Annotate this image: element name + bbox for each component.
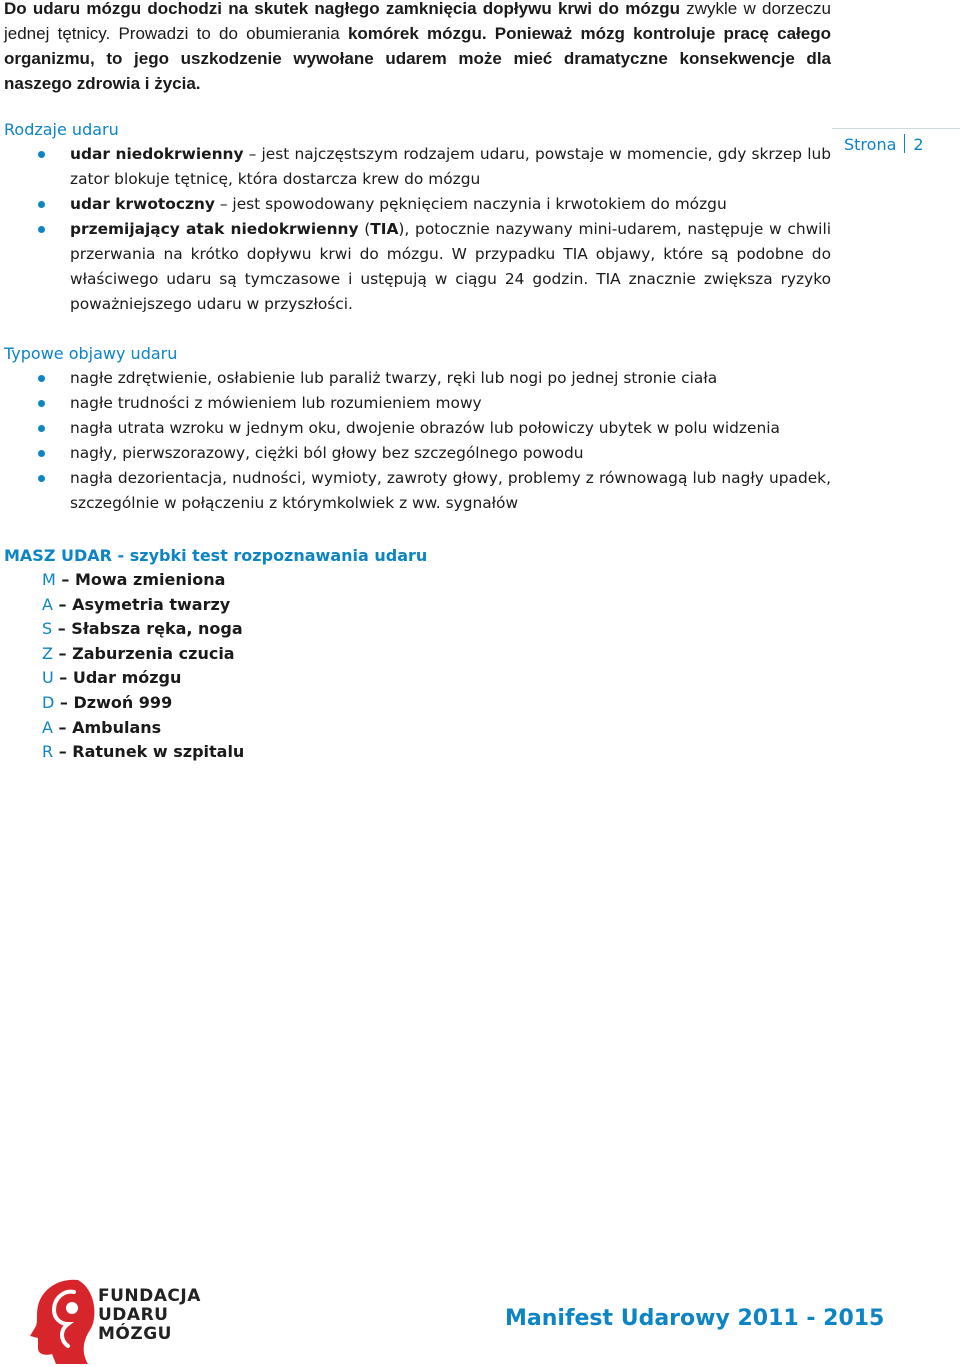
bullet-icon <box>38 425 45 432</box>
intro-text-2: Ponieważ mózg kontroluje pracę całego organizmu, to jego uszkodzenie wywołane udarem może mieć dramatyczne konsekwencje dla naszego zdrowia i życia. <box>4 24 831 93</box>
intro-paragraph <box>4 0 831 96</box>
acronym-text: – Zaburzenia czucia <box>52 643 235 663</box>
list-item <box>4 691 427 716</box>
list-item-text: ( <box>358 220 371 238</box>
bullet-icon <box>38 375 45 382</box>
masz-udar-section <box>4 544 427 765</box>
logo-line: UDARU <box>98 1305 169 1325</box>
acronym-text: – Ratunek w szpitalu <box>53 742 245 762</box>
list-item <box>4 593 427 618</box>
list-item-text: nagła utrata wzroku w jednym oku, dwojenie obrazów lub połowiczy ubytek w polu widzenia <box>70 419 780 437</box>
page-number-separator <box>904 134 905 153</box>
acronym-letter: R <box>42 742 54 762</box>
acronym-letter: Z <box>42 643 53 663</box>
list-item <box>4 192 831 217</box>
page-number-label: Strona <box>844 135 897 154</box>
masz-udar-heading: MASZ UDAR - szybki test rozpoznawania udaru <box>4 546 428 565</box>
list-item <box>4 716 427 741</box>
symptoms-heading: Typowe objawy udaru <box>4 344 178 363</box>
symptoms-section <box>4 342 831 516</box>
list-item <box>4 416 831 441</box>
intro-emphasis: komórek mózgu. <box>347 24 487 43</box>
list-item-term-abbr: TIA <box>370 220 399 238</box>
list-item <box>4 366 831 391</box>
logo-wordmark <box>98 1287 201 1344</box>
list-item <box>4 568 427 593</box>
acronym-letter: M <box>42 570 56 589</box>
list-item-term: przemijający atak niedokrwienny <box>70 220 359 238</box>
bullet-icon <box>38 201 45 208</box>
acronym-letter: D <box>42 692 55 712</box>
list-item-text: nagły, pierwszorazowy, ciężki ból głowy bez szczególnego powodu <box>70 444 584 462</box>
stroke-types-list <box>4 142 831 317</box>
acronym-text: – Mowa zmieniona <box>55 570 226 589</box>
bullet-icon <box>38 400 45 407</box>
acronym-text: – Ambulans <box>52 717 162 737</box>
intro-text-1: zwykle w dorzeczu jednej tętnicy. Prowadzi to do obumierania <box>4 0 831 43</box>
list-item <box>4 617 427 642</box>
list-item <box>4 642 427 667</box>
page-number-value: 2 <box>913 135 924 154</box>
bullet-icon <box>38 226 45 233</box>
acronym-text: – Słabsza ręka, noga <box>52 619 243 639</box>
stroke-types-heading: Rodzaje udaru <box>4 120 119 139</box>
list-item-text: nagłe zdrętwienie, osłabienie lub paraliż twarzy, ręki lub nogi po jednej stronie ciała <box>70 369 718 387</box>
acronym-letter: A <box>42 717 53 737</box>
acronym-text: – Udar mózgu <box>53 668 182 688</box>
list-item <box>4 740 427 765</box>
list-item-text: ), potocznie nazywany mini-udarem, następuje w chwili przerwania na krótko dopływu krwi do mózgu. W przypadku TIA objawy, które są podobne do właściwego udaru są tymczasowe i ustępują w ciągu 24 godzin. TIA znacznie zwiększa ryzyko poważniejszego udaru w przyszłości. <box>70 220 831 313</box>
acronym-letter: S <box>42 619 53 639</box>
symptoms-list <box>4 366 831 516</box>
list-item <box>4 391 831 416</box>
logo-line: FUNDACJA <box>98 1286 201 1306</box>
bullet-icon <box>38 450 45 457</box>
page-number <box>844 134 924 154</box>
acronym-text: – Asymetria twarzy <box>52 594 231 614</box>
logo-line: MÓZGU <box>98 1324 172 1344</box>
acronym-letter: A <box>42 594 53 614</box>
bullet-icon <box>38 475 45 482</box>
list-item-text: – jest najczęstszym rodzajem udaru, powstaje w momencie, gdy skrzep lub zator blokuje tętnicę, która dostarcza krew do mózgu <box>70 145 831 188</box>
acronym-text: – Dzwoń 999 <box>54 692 173 712</box>
list-item <box>4 466 831 516</box>
page-number-rule <box>832 128 960 129</box>
intro-lead: Do udaru mózgu dochodzi na skutek nagłego zamknięcia dopływu krwi do mózgu <box>4 0 680 18</box>
list-item <box>4 142 831 192</box>
acronym-letter: U <box>42 668 54 688</box>
list-item-term: udar niedokrwienny <box>70 145 244 163</box>
foundation-logo <box>30 1278 200 1364</box>
list-item-text: nagła dezorientacja, nudności, wymioty, zawroty głowy, problemy z równowagą lub nagły upadek, szczególnie w połączeniu z którymkolwiek z ww. sygnałów <box>70 469 831 512</box>
stroke-types-section <box>4 118 831 317</box>
list-item-text: – jest spowodowany pęknięciem naczynia i krwotokiem do mózgu <box>214 195 727 213</box>
head-silhouette-icon <box>30 1278 100 1364</box>
list-item <box>4 441 831 466</box>
list-item-term: udar krwotoczny <box>70 195 215 213</box>
list-item-text: nagłe trudności z mówieniem lub rozumieniem mowy <box>70 394 482 412</box>
bullet-icon <box>38 151 45 158</box>
footer-brand: Manifest Udarowy 2011 - 2015 <box>505 1306 885 1331</box>
list-item <box>4 217 831 317</box>
list-item <box>4 666 427 691</box>
